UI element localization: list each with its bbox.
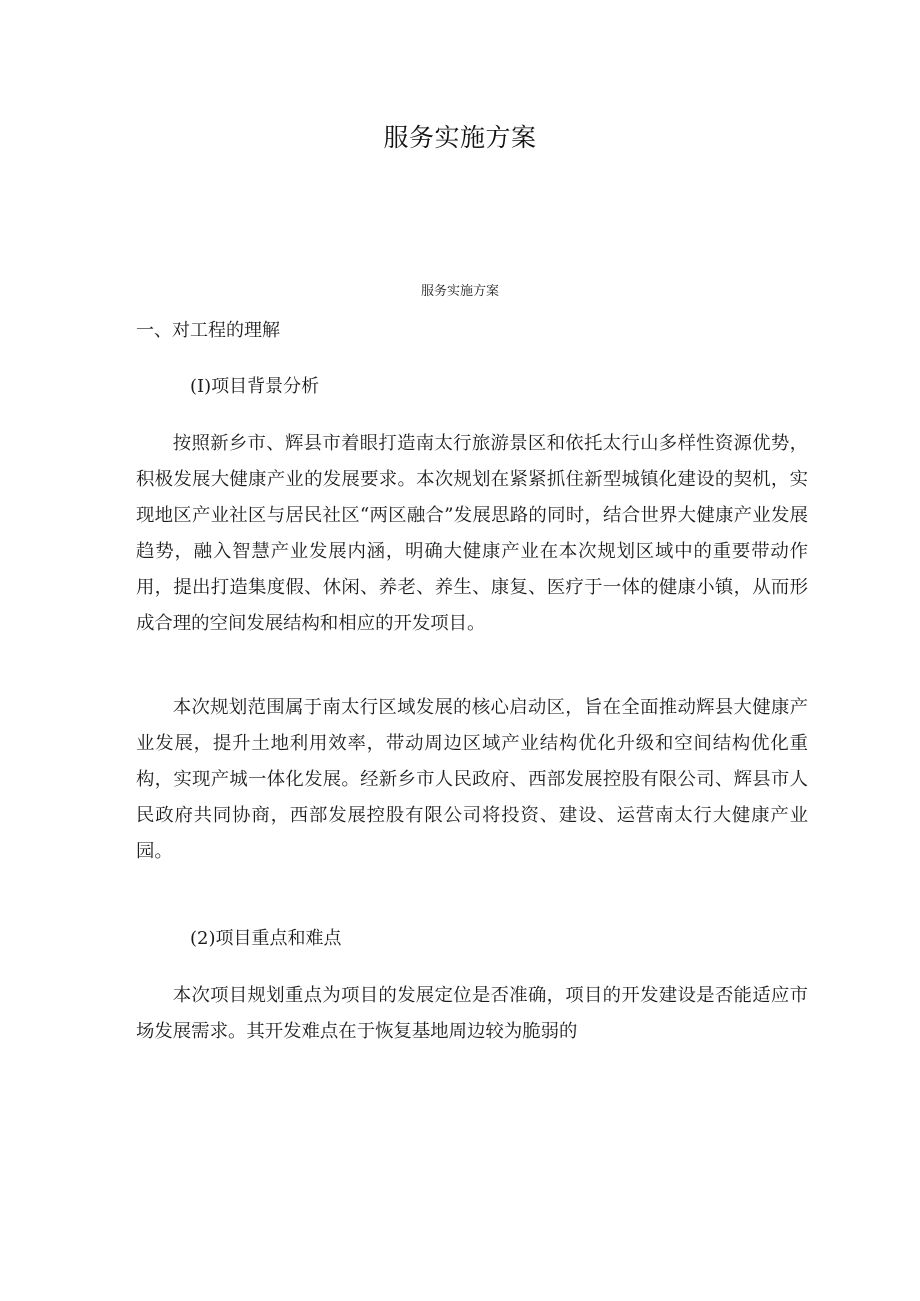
subsection-heading: (2)项目重点和难点 xyxy=(190,928,342,949)
document-title: 服务实施方案 xyxy=(383,123,537,152)
paragraph: 本次规划范围属于南太行区域发展的核心启动区，旨在全面推动辉县大健康产业发展，提升土地利用效率，带动周边区域产业结构优化升级和空间结构优化重构，实现产城一体化发展。经新乡市人民政府、西部发展控股有限公司、辉县市人民政府共同协商，西部发展控股有限公司将投资、建设、运营南太行大健康产业园。 xyxy=(136,697,808,862)
paragraph: 按照新乡市、辉县市着眼打造南太行旅游景区和依托太行山多样性资源优势，积极发展大健康产业的发展要求。本次规划在紧紧抓住新型城镇化建设的契机，实现地区产业社区与居民社区“两区融合”发展思路的同时，结合世界大健康产业发展趋势，融入智慧产业发展内涵，明确大健康产业在本次规划区域中的重要带动作用，提出打造集度假、休闲、养老、养生、康复、医疗于一体的健康小镇，从而形成合理的空间发展结构和相应的开发项目。 xyxy=(136,433,808,634)
document-subtitle: 服务实施方案 xyxy=(420,284,499,299)
section-heading: 一、对工程的理解 xyxy=(136,320,280,341)
paragraph: 本次项目规划重点为项目的发展定位是否准确，项目的开发建设是否能适应市场发展需求。其开发难点在于恢复基地周边较为脆弱的 xyxy=(136,985,808,1042)
subsection-heading: (I)项目背景分析 xyxy=(190,376,320,397)
